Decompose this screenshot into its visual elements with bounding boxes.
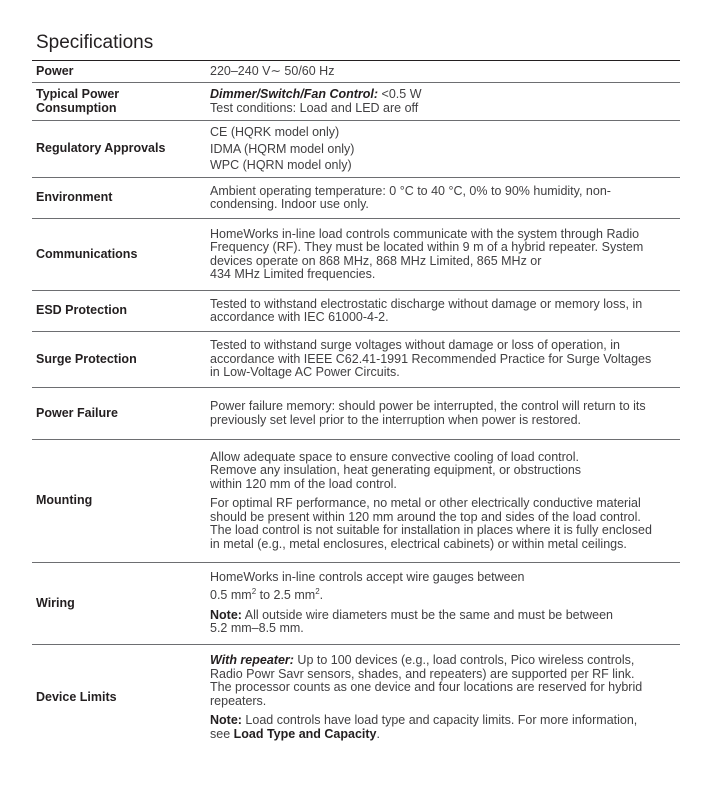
value-device-limits <box>210 645 680 750</box>
label-mounting: Mounting <box>36 493 93 508</box>
row-power <box>32 60 680 82</box>
value-communications <box>210 219 680 290</box>
load-type-capacity-link[interactable]: Load Type and Capacity <box>233 726 377 741</box>
power-text: 220–240 V∼ 50/60 Hz <box>210 63 335 78</box>
regulatory-line: IDMA (HQRM model only) <box>210 141 355 156</box>
device-limits-lead <box>210 654 680 668</box>
row-mounting <box>32 439 680 562</box>
environment-line: Ambient operating temperature: 0 °C to 40 °C, 0% to 90% humidity, non- <box>210 183 611 198</box>
row-wiring <box>32 562 680 644</box>
label-consumption <box>32 83 210 120</box>
communications-line: 434 MHz Limited frequencies. <box>210 267 376 281</box>
mounting-line: For optimal RF performance, no metal or other electrically conductive material <box>210 496 641 511</box>
wiring-max-gauge: to 2.5 mm <box>256 588 316 603</box>
value-environment <box>210 178 680 218</box>
wiring-note-label: Note: <box>210 607 242 622</box>
consumption-line2: Test conditions: Load and LED are off <box>210 100 419 115</box>
communications-line: HomeWorks in-line load controls communicate with the system through Radio <box>210 226 640 241</box>
device-limits-period: . <box>376 726 380 741</box>
value-wiring <box>210 563 680 644</box>
value-power <box>210 61 680 82</box>
label-wiring: Wiring <box>36 595 75 610</box>
label-communications: Communications <box>36 246 138 261</box>
device-limits-note-line2 <box>210 728 680 742</box>
label-power-failure: Power Failure <box>36 405 118 420</box>
value-surge <box>210 332 680 387</box>
label-consumption-line1: Typical Power <box>36 87 120 101</box>
mounting-line: Remove any insulation, heat generating equipment, or obstructions <box>210 463 582 478</box>
esd-line: Tested to withstand electrostatic discharge without damage or memory loss, in <box>210 296 643 311</box>
device-limits-line: repeaters. <box>210 693 267 708</box>
row-consumption <box>32 82 680 120</box>
device-limits-lead-text: Up to 100 devices (e.g., load controls, Pico wireless controls, <box>293 653 635 667</box>
wiring-note-line2: 5.2 mm–8.5 mm. <box>210 621 304 636</box>
wiring-period: . <box>319 588 324 603</box>
label-consumption-line2: Consumption <box>36 100 117 115</box>
power-failure-line: previously set level prior to the interruption when power is restored. <box>210 412 582 427</box>
row-communications <box>32 218 680 290</box>
wiring-sup: 2 <box>315 586 320 596</box>
surge-line: in Low-Voltage AC Power Circuits. <box>210 365 400 380</box>
surge-line: Tested to withstand surge voltages without damage or loss of operation, in <box>210 338 620 353</box>
power-failure-line: Power failure memory: should power be interrupted, the control will return to its <box>210 399 646 413</box>
row-regulatory <box>32 120 680 177</box>
mounting-line: The load control is not suitable for installation in places where it is fully enclosed <box>210 523 652 538</box>
value-consumption <box>210 83 680 120</box>
device-limits-note <box>210 714 680 728</box>
consumption-lead-value: <0.5 W <box>378 87 422 101</box>
value-esd <box>210 291 680 331</box>
device-limits-note-label: Note: <box>210 713 242 727</box>
device-limits-line: The processor counts as one device and four locations are reserved for hybrid <box>210 680 643 694</box>
regulatory-line: CE (HQRK model only) <box>210 125 340 140</box>
value-regulatory <box>210 121 680 177</box>
communications-line: devices operate on 868 MHz, 868 MHz Limited, 865 MHz or <box>210 253 542 268</box>
mounting-line: Allow adequate space to ensure convective cooling of load control. <box>210 449 579 464</box>
device-limits-see: see <box>210 726 234 741</box>
label-surge: Surge Protection <box>36 351 137 366</box>
regulatory-line: WPC (HQRN model only) <box>210 158 352 173</box>
row-device-limits <box>32 644 680 750</box>
device-limits-lead-label: With repeater: <box>210 653 294 667</box>
consumption-lead: Dimmer/Switch/Fan Control: <box>210 87 379 101</box>
mounting-line: within 120 mm of the load control. <box>210 476 397 491</box>
label-power: Power <box>36 63 74 78</box>
wiring-line1: HomeWorks in-line controls accept wire gauges between <box>210 570 525 585</box>
mounting-line: in metal (e.g., metal enclosures, electrical cabinets) or within metal ceilings. <box>210 536 627 551</box>
wiring-min-gauge: 0.5 mm <box>210 588 252 603</box>
row-power-failure <box>32 387 680 439</box>
label-regulatory: Regulatory Approvals <box>36 141 166 156</box>
device-limits-note-text: Load controls have load type and capacity limits. For more information, <box>241 713 638 727</box>
row-environment <box>32 177 680 218</box>
label-environment: Environment <box>36 190 113 205</box>
row-esd <box>32 290 680 331</box>
wiring-sup: 2 <box>251 586 257 596</box>
label-esd: ESD Protection <box>36 303 127 318</box>
wiring-note-text: All outside wire diameters must be the same and must be between <box>241 607 613 622</box>
wiring-note <box>210 609 680 623</box>
environment-line: condensing. Indoor use only. <box>210 197 369 211</box>
mounting-line: should be present within 120 mm around the top and sides of the load control. <box>210 509 641 524</box>
device-limits-line: Radio Powr Savr sensors, shades, and repeaters) are supported per RF link. <box>210 666 635 681</box>
label-device-limits: Device Limits <box>36 689 117 704</box>
communications-line: Frequency (RF). They must be located within 9 m of a hybrid repeater. System <box>210 240 644 254</box>
surge-line: accordance with IEEE C62.41-1991 Recommended Practice for Surge Voltages <box>210 351 652 366</box>
value-mounting <box>210 440 680 562</box>
wiring-line2 <box>210 585 680 603</box>
row-surge <box>32 331 680 387</box>
spec-table <box>32 60 680 750</box>
value-power-failure <box>210 388 680 439</box>
page-title: Specifications <box>36 32 154 53</box>
esd-line: accordance with IEC 61000-4-2. <box>210 310 389 324</box>
